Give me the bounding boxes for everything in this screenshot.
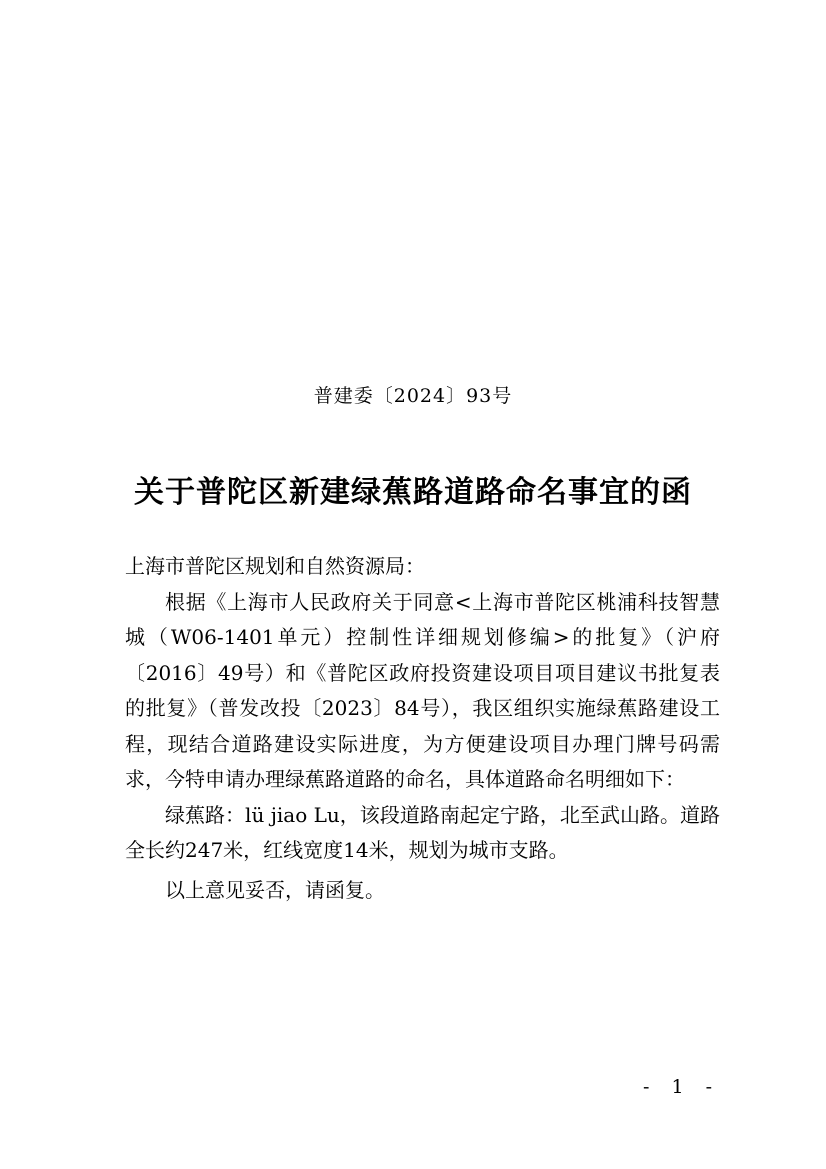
closing-line: 以上意见妥否，请函复。 xyxy=(165,877,385,902)
body-paragraph-road-details: 绿蕉路：lü jiao Lu，该段道路南起定宁路，北至武山路。道路全长约247米，红线宽度14米，规划为城市支路。 xyxy=(125,802,720,862)
page-number: - 1 - xyxy=(643,1076,721,1098)
document-number: 普建委〔2024〕93号 xyxy=(313,385,513,407)
recipient-line: 上海市普陀区规划和自然资源局： xyxy=(125,554,425,578)
document-title: 关于普陀区新建绿蕉路道路命名事宜的函 xyxy=(134,475,692,510)
document-body xyxy=(125,549,720,908)
body-paragraph-basis: 根据《上海市人民政府关于同意<上海市普陀区桃浦科技智慧城（W06-1401单元）控制性详细规划修编>的批复》（沪府〔2016〕49号）和《普陀区政府投资建设项目项目建议书批复表的批复》（普发改投〔2023〕84号），我区组织实施绿蕉路建设工程，现结合道路建设实际进度，为方便建设项目办理门牌号码需求，今特申请办理绿蕉路道路的命名，具体道路命名明细如下： xyxy=(125,589,720,791)
